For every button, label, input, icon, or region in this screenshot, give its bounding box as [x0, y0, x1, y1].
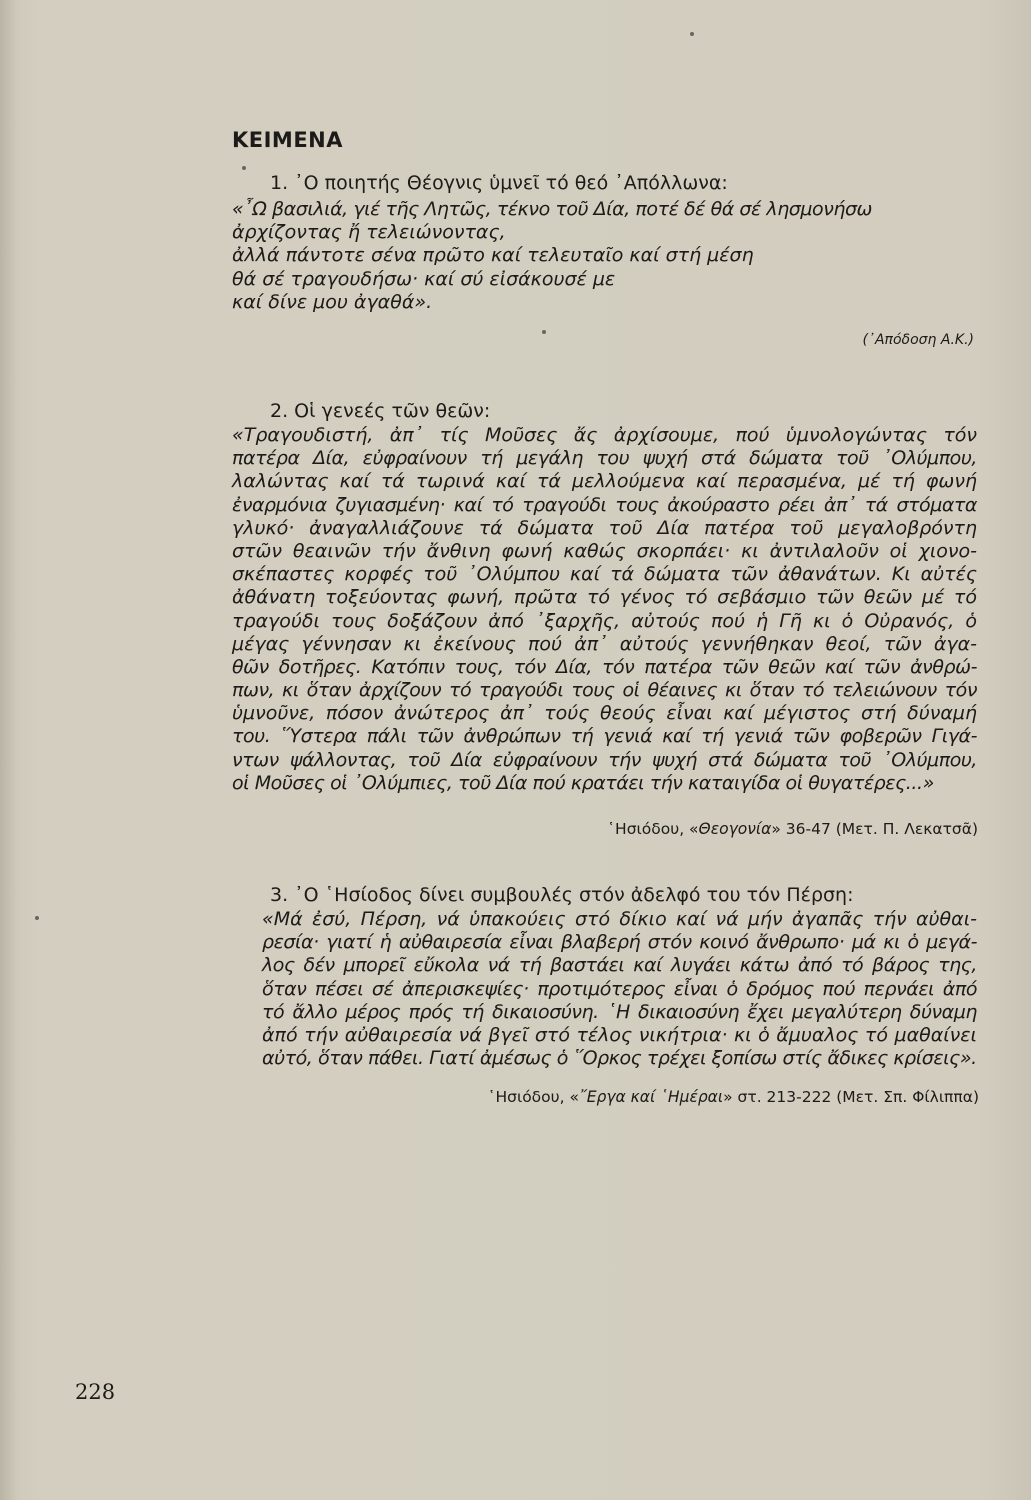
section3-line: ρεσία· γιατί ἡ αὐθαιρεσία εἶναι βλαβερή στόν κοινό ἄνθρωπο· μά κι ὁ μεγά- — [262, 931, 977, 954]
section2-source-work: Θεογονία — [698, 820, 772, 838]
section2-source — [607, 820, 978, 838]
section2-line: σκέπαστες κορφές τοῦ ᾿Ολύμπου καί τά δώματα τῶν ἀθανάτων. Κι αὐτές — [232, 563, 977, 586]
page-number: 228 — [75, 1380, 116, 1404]
section1-line: καί δίνε μου ἀγαθά». — [232, 290, 433, 313]
section1-line: ἀρχίζοντας ἤ τελειώνοντας, — [232, 221, 506, 244]
section3-source — [488, 1088, 979, 1106]
print-speck — [542, 330, 546, 334]
section2-line: πων, κι ὅταν ἀρχίζουν τό τραγούδι τους οἱ θέαινες κι ὅταν τό τελειώνουν τόν — [232, 679, 977, 702]
section2-source-prefix: ῾Ησιόδου, « — [607, 820, 699, 838]
section3-line: ἀπό τήν αὐθαιρεσία νά βγεῖ στό τέλος νικήτρια· κι ὁ ἄμυαλος τό μαθαίνει — [262, 1023, 977, 1046]
section2-line: πατέρα Δία, εὐφραίνουν τή μεγάλη του ψυχή στά δώματα τοῦ ᾿Ολύμπου, — [232, 447, 977, 470]
section2-title: 2. Οἱ γενεές τῶν θεῶν: — [270, 400, 491, 422]
section3-title: 3. ᾿Ο ῾Ησίοδος δίνει συμβουλές στόν ἀδελφό του τόν Πέρση: — [270, 884, 854, 906]
section2-line: λαλώντας καί τά τωρινά καί τά μελλούμενα καί περασμένα, μέ τή φωνή — [232, 470, 977, 493]
section1-line: ἀλλά πάντοτε σένα πρῶτο καί τελευταῖο καί στή μέση — [232, 244, 754, 267]
section2-source-suffix: » 36-47 (Μετ. Π. Λεκατσᾶ) — [771, 820, 978, 838]
print-speck — [35, 916, 39, 920]
section3-source-suffix: » στ. 213-222 (Μετ. Σπ. Φίλιππα) — [723, 1088, 979, 1106]
section2-line: τραγούδι τους δοξάζουν ἀπό ᾿ξαρχῆς, αὐτούς πού ἡ Γῆ κι ὁ Οὐρανός, ὁ — [232, 609, 977, 632]
section3-line: ὅταν πέσει σέ ἀπερισκεψίες· προτιμότερος εἶναι ὁ δρόμος πού περνάει ἀπό — [262, 977, 977, 1000]
section2-line: ὑμνοῦνε, πόσον ἀνώτερος ἀπ᾿ τούς θεούς εἶναι καί μέγιστος στή δύναμή — [232, 702, 977, 725]
section3-line: «Μά ἐσύ, Πέρση, νά ὑπακούεις στό δίκιο καί νά μήν ἀγαπᾶς τήν αὐθαι- — [262, 908, 977, 930]
section1-title: 1. ᾿Ο ποιητής Θέογνις ὑμνεῖ τό θεό ᾿Απόλλωνα: — [270, 172, 728, 194]
section3-line: αὐτό, ὅταν πάθει. Γιατί ἀμέσως ὁ ῞Ορκος τρέχει ξοπίσω στίς ἄδικες κρίσεις». — [262, 1047, 977, 1070]
section2-line: στῶν θεαινῶν τήν ἄνθινη φωνή καθώς σκορπάει· κι ἀντιλαλοῦν οἱ χιονο- — [232, 539, 977, 562]
section2-line: οἱ Μοῦσες οἱ ᾿Ολύμπιες, τοῦ Δία πού κρατάει τήν καταιγίδα οἱ θυγατέρες...» — [232, 771, 934, 794]
print-speck — [242, 166, 246, 170]
section1-poem — [232, 198, 922, 314]
section1-source: (᾿Απόδοση Α.Κ.) — [862, 332, 974, 348]
section2-line: «Τραγουδιστή, ἀπ᾿ τίς Μοῦσες ἄς ἀρχίσουμε, πού ὑμνολογώντας τόν — [232, 424, 977, 446]
section2-line: θῶν δοτῆρες. Κατόπιν τους, τόν Δία, τόν πατέρα τῶν θεῶν καί τῶν ἀνθρώ- — [232, 655, 977, 678]
section2-line: ἐναρμόνια ζυγιασμένη· καί τό τραγούδι τους ἀκούραστο ρέει ἀπ᾿ τά στόματα — [232, 493, 977, 516]
section2-line: μέγας γέννησαν κι ἐκείνους πού ἀπ᾿ αὐτούς γεννήθηκαν θεοί, τῶν ἀγα- — [232, 632, 977, 655]
section3-line: τό ἄλλο μέρος πρός τή δικαιοσύνη. ῾Η δικαιοσύνη ἔχει μεγαλύτερη δύναμη — [262, 1000, 977, 1023]
section3-text — [262, 908, 977, 1070]
section2-line: του. ῞Υστερα πάλι τῶν ἀνθρώπων τή γενιά καί τή γενιά τῶν φοβερῶν Γιγά- — [232, 725, 977, 748]
page-heading: ΚΕΙΜΕΝΑ — [232, 128, 344, 152]
section1-line: «῏Ω βασιλιά, γιέ τῆς Λητῶς, τέκνο τοῦ Δία, ποτέ δέ θά σέ λησμονήσω — [232, 198, 873, 220]
section3-source-prefix: ῾Ησιόδου, « — [487, 1088, 579, 1106]
section3-line: λος δέν μπορεῖ εὔκολα νά τή βαστάει καί λυγάει κάτω ἀπό τό βάρος της, — [262, 954, 977, 977]
section2-text — [232, 424, 977, 795]
section2-line: ντων ψάλλοντας, τοῦ Δία εὐφραίνουν τήν ψυχή στά δώματα τοῦ ᾿Ολύμπου, — [232, 748, 977, 771]
section1-line: θά σέ τραγουδήσω· καί σύ εἰσάκουσέ με — [232, 267, 616, 290]
section3-source-work: ῎Εργα καί ῾Ημέραι — [578, 1088, 724, 1106]
print-speck — [690, 32, 694, 36]
section2-line: ἀθάνατη τοξεύοντας φωνή, πρῶτα τό γένος τό σεβάσμιο τῶν θεῶν μέ τό — [232, 586, 977, 609]
section2-line: γλυκό· ἀναγαλλιάζουνε τά δώματα τοῦ Δία πατέρα τοῦ μεγαλοβρόντη — [232, 516, 977, 539]
